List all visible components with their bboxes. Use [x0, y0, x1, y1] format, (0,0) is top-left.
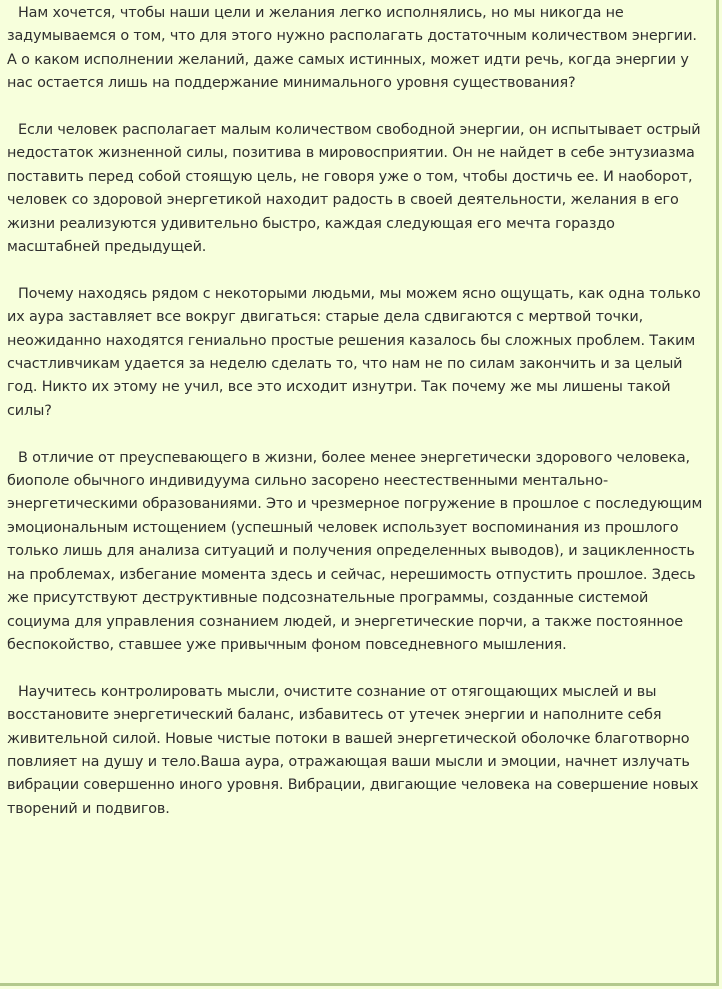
paragraph-4: В отличие от преуспевающего в жизни, более менее энергетически здорового человека, биополе обычного индивидуума сильно засорено неестественными ментально-энергетическими образованиями. Это и чрезмерное погружение в прошлое с последующим эмоциональным истощением (успешный человек использует воспоминания из прошлого только лишь для анализа ситуаций и получения определенных выводов), и зацикленность на проблемах, избегание момента здесь и сейчас, нерешимость отпустить прошлое. Здесь же присутствуют деструктивные подсознательные программы, созданные системой социума для управления сознанием людей, и энергетические порчи, а также постоянное беспокойство, ставшее уже привычным фоном повседневного мышления.: [7, 449, 703, 653]
paragraph-3: Почему находясь рядом с некоторыми людьми, мы можем ясно ощущать, как одна только их аура заставляет все вокруг двигаться: старые дела сдвигаются с мертвой точки, неожиданно находятся гениально простые решения казалось бы сложных проблем. Таким счастливчикам удается за неделю сделать то, что нам не по силам закончить и за целый год. Никто их этому не учил, все это исходит изнутри. Так почему же мы лишены такой силы?: [7, 285, 701, 419]
paragraph-5: Научитесь контролировать мысли, очистите сознание от отягощающих мыслей и вы восстановите энергетический баланс, избавитесь от утечек энергии и наполните себя живительной силой. Новые чистые потоки в вашей энергетической оболочке благотворно повлияет на душу и тело.Ваша аура, отражающая ваши мысли и эмоции, начнет излучать вибрации совершенно иного уровня. Вибрации, двигающие человека на совершение новых творений и подвигов.: [7, 683, 699, 817]
paragraph-2: Если человек располагает малым количеством свободной энергии, он испытывает острый недостаток жизненной силы, позитива в мировосприятии. Он не найдет в себе энтузиазма поставить перед собой стоящую цель, не говоря уже о том, чтобы достичь ее. И наоборот, человек со здоровой энергетикой находит радость в своей деятельности, желания в его жизни реализуются удивительно быстро, каждая следующая его мечта гораздо масштабней предыдущей.: [7, 122, 701, 256]
paragraph-1: Нам хочется, чтобы наши цели и желания легко исполнялись, но мы никогда не задумываемся о том, что для этого нужно располагать достаточным количеством энергии. А о каком исполнении желаний, даже самых истинных, может идти речь, когда энергии у нас остается лишь на поддержание минимального уровня существования?: [7, 5, 697, 92]
